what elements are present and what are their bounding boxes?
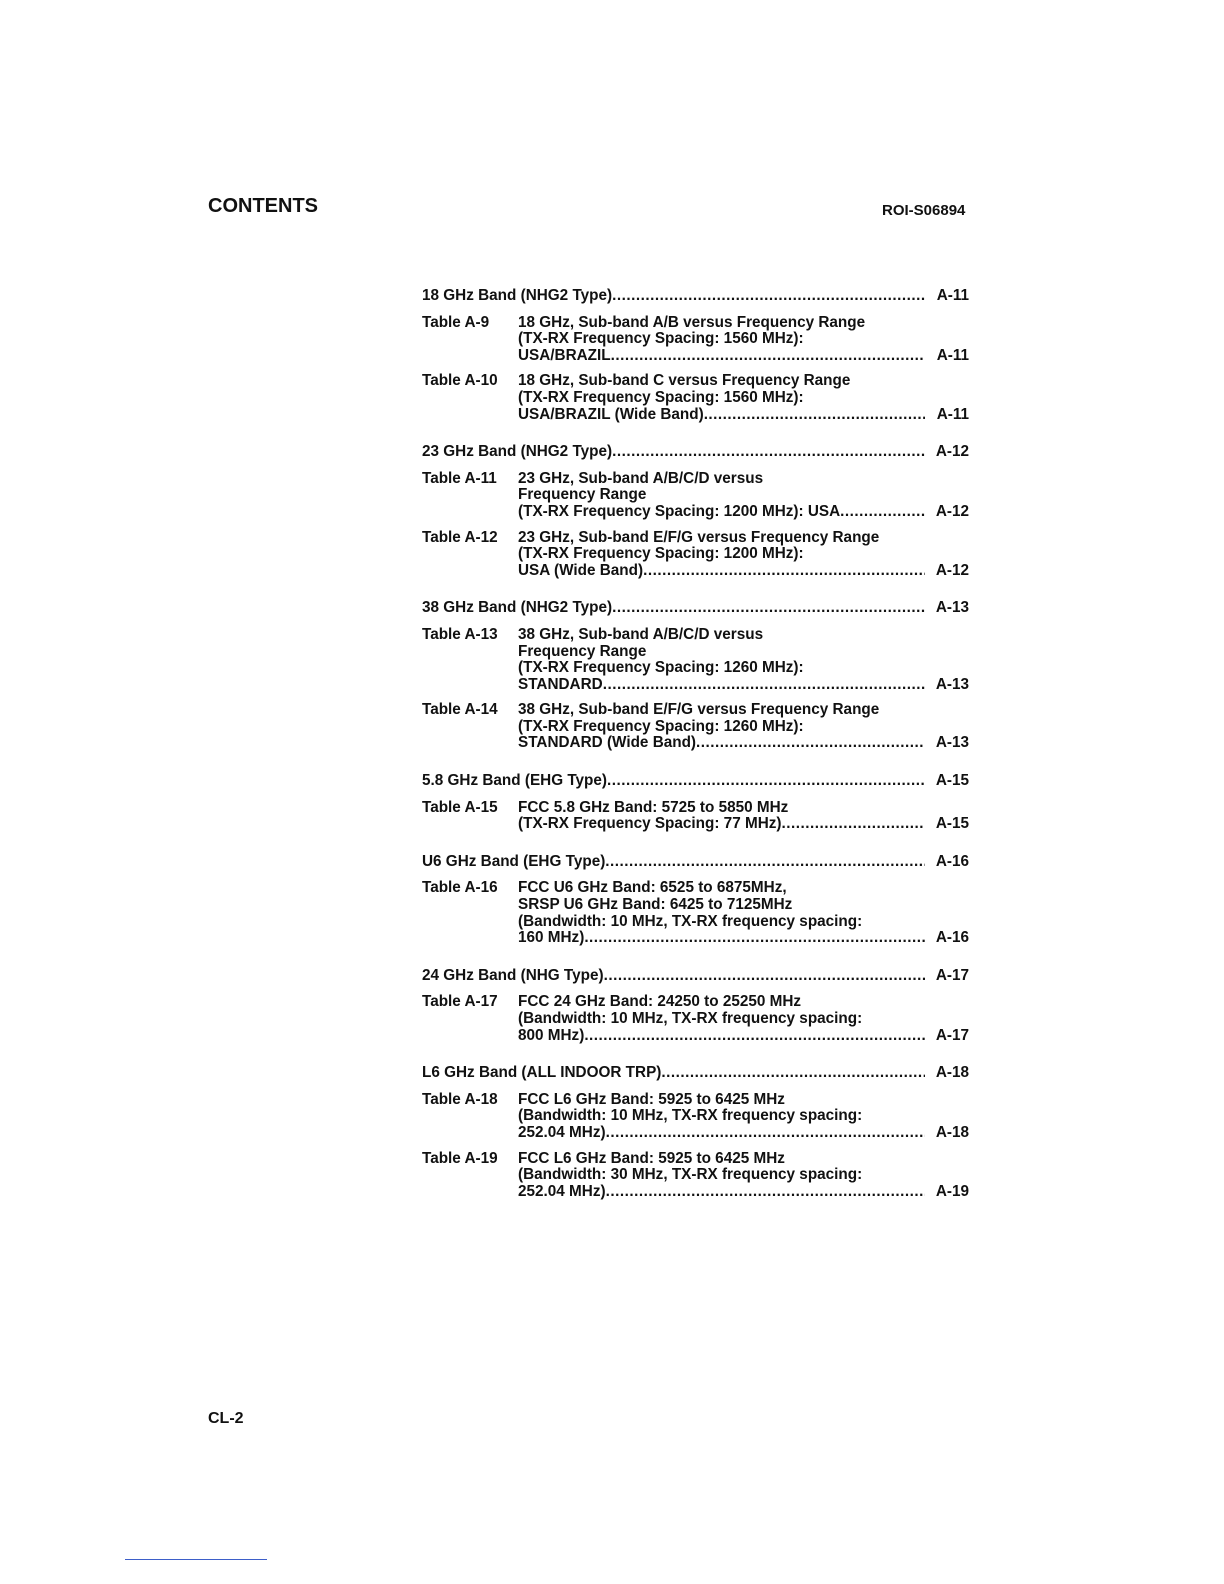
toc-page-ref: A-16 <box>935 929 969 947</box>
toc-section-title: 24 GHz Band (NHG Type) <box>422 966 604 984</box>
bottom-rule <box>125 1559 267 1560</box>
caption-line: (Bandwidth: 10 MHz, TX-RX frequency spacing: <box>518 1107 863 1125</box>
toc-section <box>422 773 969 833</box>
toc-section-title: L6 GHz Band (ALL INDOOR TRP) <box>422 1064 662 1082</box>
caption-last-line <box>518 348 969 365</box>
dot-leader <box>781 816 925 833</box>
caption-line: 38 GHz, Sub-band A/B/C/D versus <box>518 625 764 643</box>
caption-text: 252.04 MHz) <box>518 1182 606 1200</box>
toc-section <box>422 968 969 1044</box>
caption-line: (Bandwidth: 30 MHz, TX-RX frequency spacing: <box>518 1166 863 1184</box>
dot-leader <box>696 735 925 752</box>
caption-last-line <box>518 1184 969 1201</box>
toc-section-title: 5.8 GHz Band (EHG Type) <box>422 772 608 790</box>
toc-page-ref: A-11 <box>936 287 969 304</box>
table-caption <box>518 800 969 833</box>
toc-section-line[interactable] <box>422 288 969 305</box>
page-header-title: CONTENTS <box>208 195 318 217</box>
caption-line: 18 GHz, Sub-band C versus Frequency Range <box>518 372 851 390</box>
table-label: Table A-13 <box>422 625 498 643</box>
dot-leader <box>643 563 925 580</box>
caption-last-line <box>518 563 969 580</box>
caption-line: (TX-RX Frequency Spacing: 1200 MHz): <box>518 545 804 563</box>
toc-page-ref: A-15 <box>935 772 969 790</box>
caption-line: (Bandwidth: 10 MHz, TX-RX frequency spacing: <box>518 912 863 930</box>
table-caption <box>518 315 969 365</box>
toc-section-line[interactable] <box>422 968 969 985</box>
caption-text: (TX-RX Frequency Spacing: 77 MHz) <box>518 815 782 833</box>
page-number: CL-2 <box>208 1410 244 1427</box>
table-label: Table A-15 <box>422 798 498 816</box>
caption-last-line <box>518 816 969 833</box>
table-of-contents <box>422 288 969 1221</box>
toc-table-entry[interactable] <box>422 880 969 946</box>
toc-page-ref: A-16 <box>935 852 969 870</box>
dot-leader <box>611 348 925 365</box>
toc-page-ref: A-13 <box>935 675 969 693</box>
caption-line: 38 GHz, Sub-band E/F/G versus Frequency Range <box>518 701 880 719</box>
toc-section <box>422 288 969 423</box>
caption-line: FCC L6 GHz Band: 5925 to 6425 MHz <box>518 1149 785 1167</box>
caption-line: 23 GHz, Sub-band A/B/C/D versus <box>518 469 764 487</box>
toc-table-entry[interactable] <box>422 627 969 693</box>
toc-table-entry[interactable] <box>422 471 969 521</box>
table-caption <box>518 530 969 580</box>
caption-line: SRSP U6 GHz Band: 6425 to 7125MHz <box>518 896 793 914</box>
toc-page-ref: A-18 <box>935 1064 969 1082</box>
caption-last-line <box>518 1028 969 1045</box>
dot-leader <box>661 1065 925 1082</box>
caption-line: FCC L6 GHz Band: 5925 to 6425 MHz <box>518 1090 785 1108</box>
toc-table-entry[interactable] <box>422 373 969 423</box>
toc-page-ref: A-19 <box>935 1182 969 1200</box>
toc-section-line[interactable] <box>422 773 969 790</box>
caption-line: (TX-RX Frequency Spacing: 1560 MHz): <box>518 330 804 348</box>
dot-leader <box>603 677 925 694</box>
toc-page-ref: A-11 <box>936 346 969 364</box>
caption-last-line <box>518 1125 969 1142</box>
toc-section-title: 18 GHz Band (NHG2 Type) <box>422 287 613 304</box>
toc-page-ref: A-11 <box>936 405 969 423</box>
table-label: Table A-17 <box>422 993 498 1011</box>
caption-text: USA/BRAZIL <box>518 346 611 364</box>
toc-page-ref: A-12 <box>935 561 969 579</box>
caption-line: 23 GHz, Sub-band E/F/G versus Frequency Range <box>518 528 880 546</box>
caption-line: FCC 24 GHz Band: 24250 to 25250 MHz <box>518 993 802 1011</box>
document-id: ROI-S06894 <box>882 202 966 219</box>
caption-line: (TX-RX Frequency Spacing: 1560 MHz): <box>518 388 804 406</box>
toc-table-entry[interactable] <box>422 702 969 752</box>
toc-table-entry[interactable] <box>422 315 969 365</box>
table-caption <box>518 702 969 752</box>
table-label: Table A-14 <box>422 701 498 719</box>
toc-section-line[interactable] <box>422 600 969 617</box>
dot-leader <box>612 444 925 461</box>
toc-table-entry[interactable] <box>422 994 969 1044</box>
table-caption <box>518 471 969 521</box>
table-label: Table A-18 <box>422 1090 498 1108</box>
toc-table-entry[interactable] <box>422 1092 969 1142</box>
toc-section <box>422 854 969 947</box>
caption-line: FCC 5.8 GHz Band: 5725 to 5850 MHz <box>518 798 789 816</box>
table-label: Table A-11 <box>422 469 497 487</box>
table-caption <box>518 627 969 693</box>
caption-text: STANDARD (Wide Band) <box>518 734 697 752</box>
dot-leader <box>612 600 925 617</box>
table-label: Table A-12 <box>422 528 498 546</box>
table-label: Table A-9 <box>422 313 490 331</box>
table-caption <box>518 1151 969 1201</box>
table-label: Table A-16 <box>422 879 498 897</box>
toc-section-title: U6 GHz Band (EHG Type) <box>422 852 606 870</box>
dot-leader <box>704 407 925 424</box>
table-label: Table A-10 <box>422 372 498 390</box>
toc-page-ref: A-13 <box>935 734 969 752</box>
caption-line: (Bandwidth: 10 MHz, TX-RX frequency spacing: <box>518 1010 863 1027</box>
toc-section <box>422 444 969 579</box>
table-caption <box>518 994 969 1044</box>
caption-text: 252.04 MHz) <box>518 1123 606 1141</box>
dot-leader <box>605 854 925 871</box>
toc-section-title: 23 GHz Band (NHG2 Type) <box>422 443 613 461</box>
table-caption <box>518 373 969 423</box>
toc-page-ref: A-17 <box>935 1026 969 1044</box>
caption-line: (TX-RX Frequency Spacing: 1260 MHz): <box>518 659 804 677</box>
caption-text: 160 MHz) <box>518 929 585 947</box>
caption-text: (TX-RX Frequency Spacing: 1200 MHz): USA <box>518 502 841 520</box>
caption-last-line <box>518 735 969 752</box>
caption-text: STANDARD <box>518 675 603 693</box>
toc-section <box>422 1065 969 1200</box>
toc-page-ref: A-15 <box>935 815 969 833</box>
dot-leader <box>584 1028 925 1045</box>
caption-last-line <box>518 504 969 521</box>
caption-last-line <box>518 930 969 947</box>
table-caption <box>518 880 969 946</box>
dot-leader <box>840 504 925 521</box>
caption-line: 18 GHz, Sub-band A/B versus Frequency Range <box>518 313 866 331</box>
toc-page-ref: A-12 <box>935 502 969 520</box>
table-label: Table A-19 <box>422 1149 498 1167</box>
toc-page-ref: A-18 <box>935 1123 969 1141</box>
dot-leader <box>607 773 925 790</box>
caption-text: USA (Wide Band) <box>518 561 644 579</box>
toc-table-entry[interactable] <box>422 800 969 833</box>
caption-line: Frequency Range <box>518 486 647 504</box>
toc-section <box>422 600 969 752</box>
dot-leader <box>612 288 925 305</box>
toc-table-entry[interactable] <box>422 530 969 580</box>
dot-leader <box>606 1184 925 1201</box>
caption-last-line <box>518 407 969 424</box>
toc-table-entry[interactable] <box>422 1151 969 1201</box>
dot-leader <box>584 930 925 947</box>
toc-section-line[interactable] <box>422 1065 969 1082</box>
dot-leader <box>606 1125 925 1142</box>
dot-leader <box>604 968 925 985</box>
caption-text: 800 MHz) <box>518 1026 585 1044</box>
caption-last-line <box>518 677 969 694</box>
toc-section-line[interactable] <box>422 854 969 871</box>
caption-line: (TX-RX Frequency Spacing: 1260 MHz): <box>518 717 804 735</box>
toc-section-line[interactable] <box>422 444 969 461</box>
toc-page-ref: A-17 <box>935 966 969 984</box>
toc-section-title: 38 GHz Band (NHG2 Type) <box>422 599 613 617</box>
toc-page-ref: A-12 <box>935 443 969 461</box>
caption-text: USA/BRAZIL (Wide Band) <box>518 405 704 423</box>
table-caption <box>518 1092 969 1142</box>
toc-page-ref: A-13 <box>935 599 969 617</box>
caption-line: Frequency Range <box>518 642 647 660</box>
caption-line: FCC U6 GHz Band: 6525 to 6875MHz, <box>518 879 787 897</box>
